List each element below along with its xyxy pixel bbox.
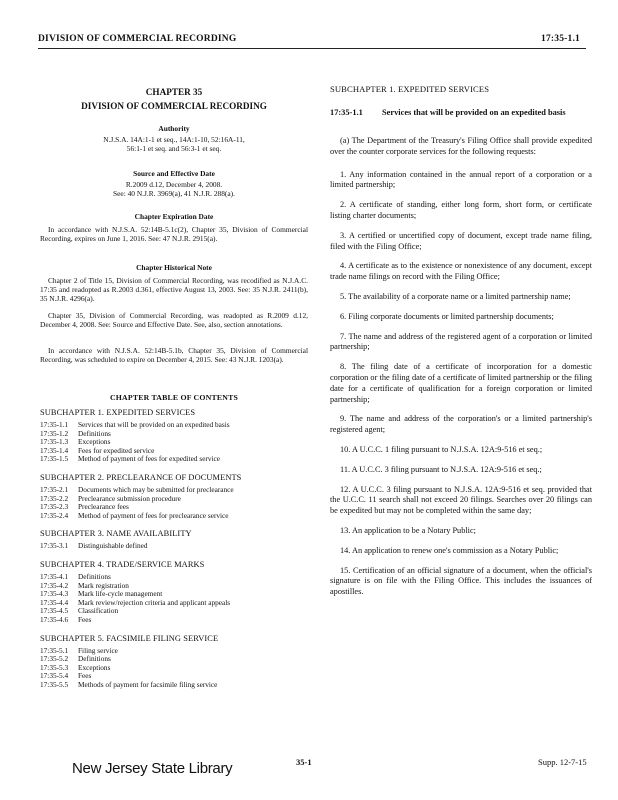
toc-section-number: 17:35-5.4 (40, 671, 69, 681)
list-item: 13. An application to be a Notary Public; (340, 525, 476, 535)
toc-section-title: Fees (78, 614, 92, 624)
list-item: 12. A U.C.C. 3 filing pursuant to N.J.S.A. 12A:9-516 et seq. provided that the U.C.C. 11 search shall not exceed 20 filings. Searches over 20 filings can be expedited but may not be completed within the same day; (330, 484, 592, 516)
list-item: 5. The availability of a corporate name or a limited partnership name; (340, 291, 571, 301)
toc-section-title: Methods of payment for facsimile filing service (78, 679, 218, 689)
toc-section-number: 17:35-1.3 (40, 437, 69, 447)
running-header-right: 17:35-1.1 (541, 34, 581, 44)
list-item: 9. The name and address of the corporation's or a limited partnership's registered agent; (330, 414, 592, 435)
list-item: 11. A U.C.C. 3 filing pursuant to N.J.S.A. 12A:9-516 et seq.; (340, 464, 542, 474)
section-intro: (a) The Department of the Treasury's Filing Office shall provide expedited over the counter corporate services for the following requests: (330, 136, 592, 156)
toc-subchapter-title: SUBCHAPTER 2. PRECLEARANCE OF DOCUMENTS (40, 472, 242, 482)
history-note-3: In accordance with N.J.S.A. 52:14B-5.1b, Chapter 35, Division of Commercial Recording, was scheduled to expire on December 4, 2015. See: 43 N.J.R. 1203(a). (40, 346, 308, 364)
toc-section-number: 17:35-5.3 (40, 662, 69, 672)
history-note-2: Chapter 35, Division of Commercial Recording, was readopted as R.2009 d.12, December 4, 2008. See: Source and Effective Date. See, also, section annotations. (40, 311, 308, 329)
toc-entry[interactable] (40, 455, 308, 464)
toc-section-number: 17:35-2.3 (40, 502, 69, 512)
toc-section-title: Definitions (78, 654, 111, 664)
toc-section-number: 17:35-2.4 (40, 510, 69, 520)
toc-section-number: 17:35-5.2 (40, 654, 69, 664)
toc-section-number: 17:35-4.4 (40, 597, 69, 607)
chapter-number: CHAPTER 35 (145, 87, 203, 97)
toc-section-title: Definitions (78, 571, 111, 581)
source-line-2: See: 40 N.J.R. 3969(a), 41 N.J.R. 288(a). (113, 189, 235, 198)
expiration-text: In accordance with N.J.S.A. 52:14B-5.1c(2), Chapter 35, Division of Commercial Recording, expires on June 1, 2016. See: 47 N.J.R. 2915(a). (40, 225, 308, 243)
toc-subchapter-title: SUBCHAPTER 5. FACSIMILE FILING SERVICE (40, 633, 219, 643)
toc-subchapter-title: SUBCHAPTER 4. TRADE/SERVICE MARKS (40, 559, 205, 569)
toc-section-title: Services that will be provided on an expedited basis (78, 420, 230, 429)
section-title: Services that will be provided on an expedited basis (382, 108, 566, 117)
list-item: 10. A U.C.C. 1 filing pursuant to N.J.S.A. 12A:9-516 et seq.; (340, 444, 543, 454)
history-heading: Chapter Historical Note (136, 263, 212, 272)
toc-section-number: 17:35-1.5 (40, 454, 69, 464)
header-rule (38, 48, 586, 49)
list-item: 7. The name and address of the registered agent of a corporation or limited partnership; (330, 331, 592, 352)
list-item: 6. Filing corporate documents or limited partnership documents; (340, 311, 554, 321)
toc-section-number: 17:35-2.1 (40, 484, 69, 494)
toc-section-title: Definitions (78, 428, 111, 438)
toc-subchapter-title: SUBCHAPTER 1. EXPEDITED SERVICES (40, 408, 196, 417)
chapter-title: DIVISION OF COMMERCIAL RECORDING (81, 101, 267, 111)
toc-section-number: 17:35-2.2 (40, 493, 69, 503)
toc-section-title: Exceptions (78, 437, 111, 447)
expiration-heading: Chapter Expiration Date (134, 212, 214, 221)
toc-section-number: 17:35-4.6 (40, 614, 69, 624)
toc-subchapter-title: SUBCHAPTER 3. NAME AVAILABILITY (40, 529, 192, 539)
toc-section-title: Method of payment of fees for expedited service (78, 454, 221, 464)
toc-entry[interactable] (40, 512, 308, 521)
toc-section-number: 17:35-4.2 (40, 580, 69, 590)
toc-section-number: 17:35-4.3 (40, 589, 69, 599)
library-watermark: New Jersey State Library (72, 760, 233, 777)
toc-section-number: 17:35-4.1 (40, 571, 69, 581)
toc-section-title: Preclearance fees (78, 502, 129, 512)
supplement-date: Supp. 12-7-15 (538, 757, 587, 767)
authority-heading: Authority (158, 124, 190, 133)
toc-section-title: Exceptions (78, 662, 111, 672)
source-line-1: R.2009 d.12, December 4, 2008. (125, 180, 223, 189)
source-heading: Source and Effective Date (133, 169, 215, 178)
running-header-left: DIVISION OF COMMERCIAL RECORDING (38, 34, 237, 44)
toc-section-title: Mark life-cycle management (78, 589, 163, 599)
toc-section-title: Fees (78, 671, 92, 681)
toc-section-title: Classification (78, 606, 119, 616)
toc-section-number: 17:35-4.5 (40, 606, 69, 616)
toc-section-title: Documents which may be submitted for preclearance (78, 484, 234, 494)
section-number: 17:35-1.1 (330, 108, 363, 117)
list-item: 8. The filing date of a certificate of incorporation for a domestic corporation or the filing date of a certificate of limited partnership or the filing date for a certificate of qualification for a foreign corporation or limited partnership; (330, 362, 592, 404)
toc-section-number: 17:35-1.1 (40, 420, 69, 429)
toc-section-title: Fees for expedited service (78, 445, 155, 455)
toc-section-title: Preclearance submission procedure (78, 493, 181, 503)
right-subchapter-title: SUBCHAPTER 1. EXPEDITED SERVICES (330, 84, 490, 94)
table-of-contents (40, 408, 308, 689)
toc-entry[interactable] (40, 616, 308, 625)
section-body (330, 136, 592, 598)
page-number: 35-1 (296, 757, 312, 767)
toc-section-number: 17:35-1.4 (40, 445, 69, 455)
list-item: 2. A certificate of standing, either long form, short form, or certificate listing charter documents; (330, 200, 592, 220)
list-item: 15. Certification of an official signature of a document, when the official's signature is on file with the Filing Office. This includes the issuances of apostilles. (330, 565, 592, 597)
list-item: 14. An application to renew one's commission as a Notary Public; (340, 545, 559, 555)
toc-section-title: Mark registration (78, 580, 129, 590)
toc-section-title: Filing service (78, 645, 118, 655)
toc-section-number: 17:35-5.5 (40, 679, 69, 689)
toc-section-title: Distinguishable defined (78, 541, 148, 551)
toc-entry[interactable] (40, 542, 308, 551)
toc-entry[interactable] (40, 681, 308, 690)
toc-section-number: 17:35-5.1 (40, 645, 69, 655)
list-item: 4. A certificate as to the existence or nonexistence of any document, except trade name filings on record with the Filing Office; (330, 261, 592, 282)
list-item: 1. Any information contained in the annual report of a corporation or a limited partnership; (330, 169, 592, 190)
toc-section-title: Method of payment of fees for preclearance service (78, 510, 229, 520)
list-item: 3. A certified or uncertified copy of document, except trade name filing, filed with the Filing Office; (330, 230, 592, 251)
toc-heading: CHAPTER TABLE OF CONTENTS (109, 393, 239, 402)
history-note-1: Chapter 2 of Title 15, Division of Commercial Recording, was recodified as N.J.A.C. 17:35 and readopted as R.2003 d.361, effective August 13, 2003. See: 35 N.J.R. 2411(b), 35 N.J.R. 4296(a). (40, 276, 308, 303)
toc-section-title: Mark review/rejection criteria and applicant appeals (78, 597, 231, 607)
authority-text: N.J.S.A. 14A:1-1 et seq., 14A:1-10, 52:16A-11, 56:1-1 et seq. and 56:3-1 et seq. (103, 135, 245, 153)
toc-section-number: 17:35-3.1 (40, 541, 69, 551)
toc-section-number: 17:35-1.2 (40, 428, 69, 438)
